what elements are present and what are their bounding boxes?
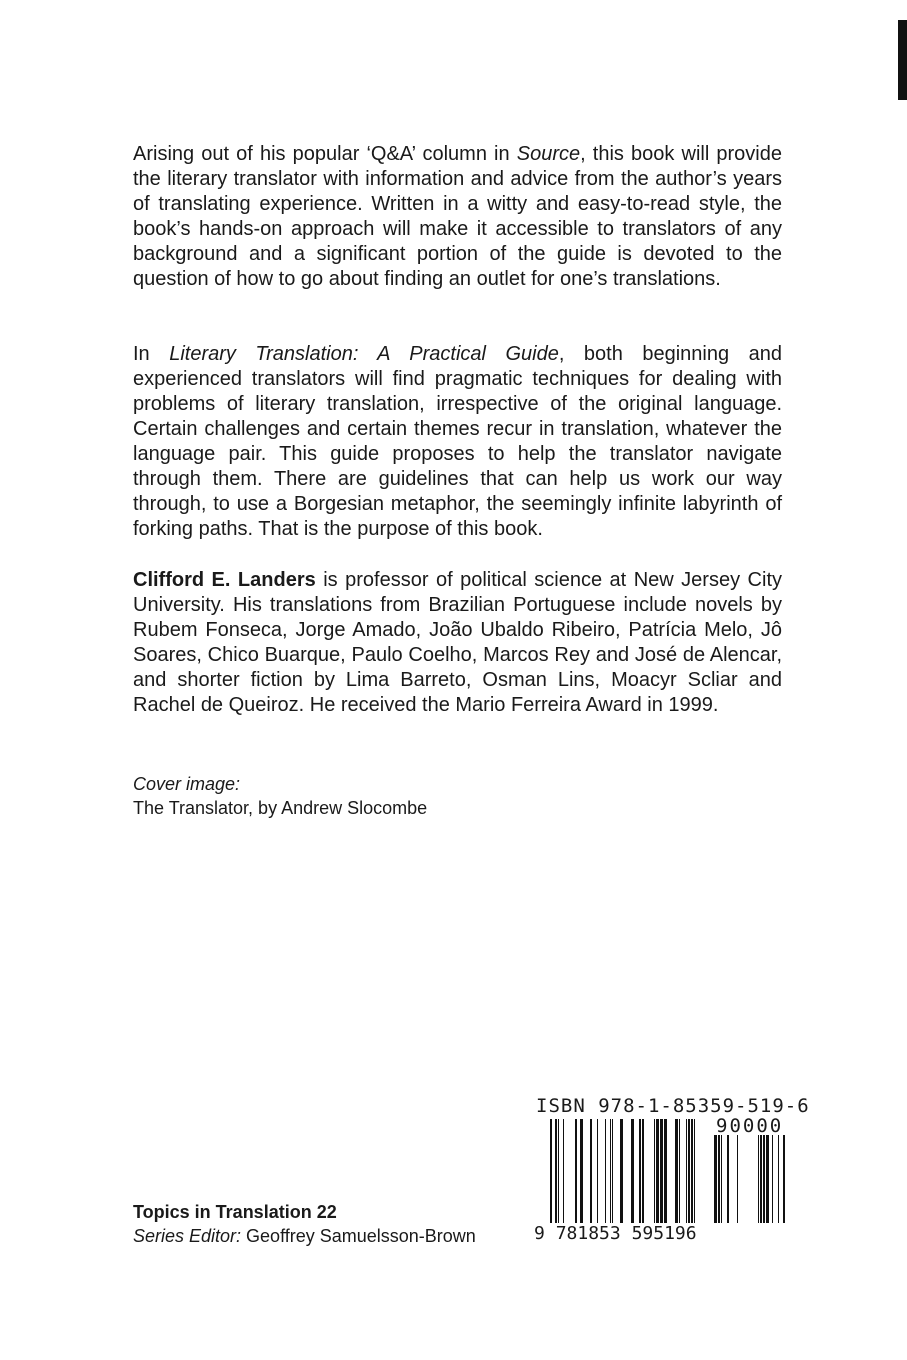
barcode-bar xyxy=(694,1119,695,1227)
barcode-bar xyxy=(758,1135,759,1223)
barcode-bar xyxy=(675,1119,678,1227)
barcode-left-digits: 781853 xyxy=(555,1223,621,1244)
barcode-bar xyxy=(605,1119,606,1227)
barcode-addon-code: 90000 xyxy=(716,1115,784,1137)
barcode-bar xyxy=(654,1119,655,1227)
barcode-bar xyxy=(656,1119,659,1227)
cover-credit-text: The Translator, by Andrew Slocombe xyxy=(133,798,428,818)
barcode-bar xyxy=(563,1119,564,1227)
barcode-bar xyxy=(679,1119,680,1227)
barcode-bar xyxy=(631,1119,634,1227)
isbn-barcode xyxy=(530,1095,810,1255)
blurb-paragraph-1 xyxy=(133,142,782,292)
barcode-digits xyxy=(534,1223,697,1244)
barcode-bar xyxy=(737,1135,738,1223)
author-bio xyxy=(133,568,782,718)
series-info xyxy=(133,1200,476,1248)
text-run: Literary Translation: A Practical Guide xyxy=(169,343,559,365)
barcode-bar xyxy=(727,1135,729,1223)
barcode-bar xyxy=(555,1119,557,1227)
barcode-bar xyxy=(620,1119,623,1227)
barcode-bar xyxy=(714,1135,717,1223)
text-run: , both beginning and experienced translators will find pragmatic techniques for dealing with problems of literary translation, irrespective of the original language. Certain challenges and certain themes recur in translation, whatever the language pair. This guide proposes to help the translator navigate through them. There are guidelines that can help us work our way through, to use a Borgesian metaphor, the seemingly infinite labyrinth of forking paths. That is the purpose of this book. xyxy=(133,343,782,540)
barcode-bar xyxy=(660,1119,663,1227)
barcode-first-digit: 9 xyxy=(534,1223,545,1244)
barcode-bar xyxy=(778,1135,779,1223)
text-run: Source xyxy=(516,143,581,165)
barcode-bar xyxy=(718,1135,720,1223)
barcode-bar xyxy=(639,1119,641,1227)
isbn-number: ISBN 978-1-85359-519-6 xyxy=(536,1095,810,1117)
cover-label: Cover image: xyxy=(133,774,241,794)
text-run: In xyxy=(133,343,170,365)
blurb-paragraph-2 xyxy=(133,342,782,542)
barcode-bar xyxy=(766,1135,769,1223)
barcode-bar xyxy=(686,1119,687,1227)
barcode-bar xyxy=(721,1135,722,1223)
barcode-bar xyxy=(691,1119,693,1227)
text-run: Clifford E. Landers xyxy=(133,569,316,591)
barcode-bar xyxy=(783,1135,785,1223)
barcode-right-digits: 595196 xyxy=(631,1223,697,1244)
barcode-bar xyxy=(597,1119,598,1227)
barcode-bar xyxy=(664,1119,667,1227)
cover-credit xyxy=(133,772,427,820)
barcode-bar xyxy=(558,1119,559,1227)
series-editor-name: Geoffrey Samuelsson-Brown xyxy=(241,1226,476,1246)
barcode-bar xyxy=(610,1119,611,1227)
barcode-bar xyxy=(590,1119,592,1227)
barcode-bar xyxy=(550,1119,552,1227)
barcode-bar xyxy=(575,1119,577,1227)
barcode-bar xyxy=(612,1119,613,1227)
text-run: Arising out of his popular ‘Q&A’ column in xyxy=(133,143,517,165)
text-run: is professor of political science at New Jersey City University. His translations from Brazilian Portuguese include novels by Rubem Fonseca, Jorge Amado, João Ubaldo Ribeiro, Patrícia Melo, Jô Soares, Chico Buarque, Paulo Coelho, Marcos Rey and José de Alencar, and shorter fiction by Lima Barreto, Osman Lins, Moacyr Scliar and Rachel de Queiroz. He received the Mario Ferreira Award in 1999. xyxy=(133,569,782,716)
text-run: , this book will provide the literary translator with information and advice from the author’s years of translating experience. Written in a witty and easy-to-read style, the book’s hands-on approach will make it accessible to translators of any background and a significant portion of the guide is devoted to the question of how to go about finding an outlet for one’s translations. xyxy=(133,143,782,290)
barcode-bar xyxy=(580,1119,583,1227)
barcode-bar xyxy=(763,1135,765,1223)
barcode-bar xyxy=(760,1135,762,1223)
barcode-bar xyxy=(772,1135,773,1223)
barcode-bar xyxy=(642,1119,644,1227)
barcode-bar xyxy=(688,1119,690,1227)
series-editor-label: Series Editor: xyxy=(133,1226,242,1246)
page-edge-mark xyxy=(898,20,907,100)
series-title: Topics in Translation 22 xyxy=(133,1202,337,1222)
